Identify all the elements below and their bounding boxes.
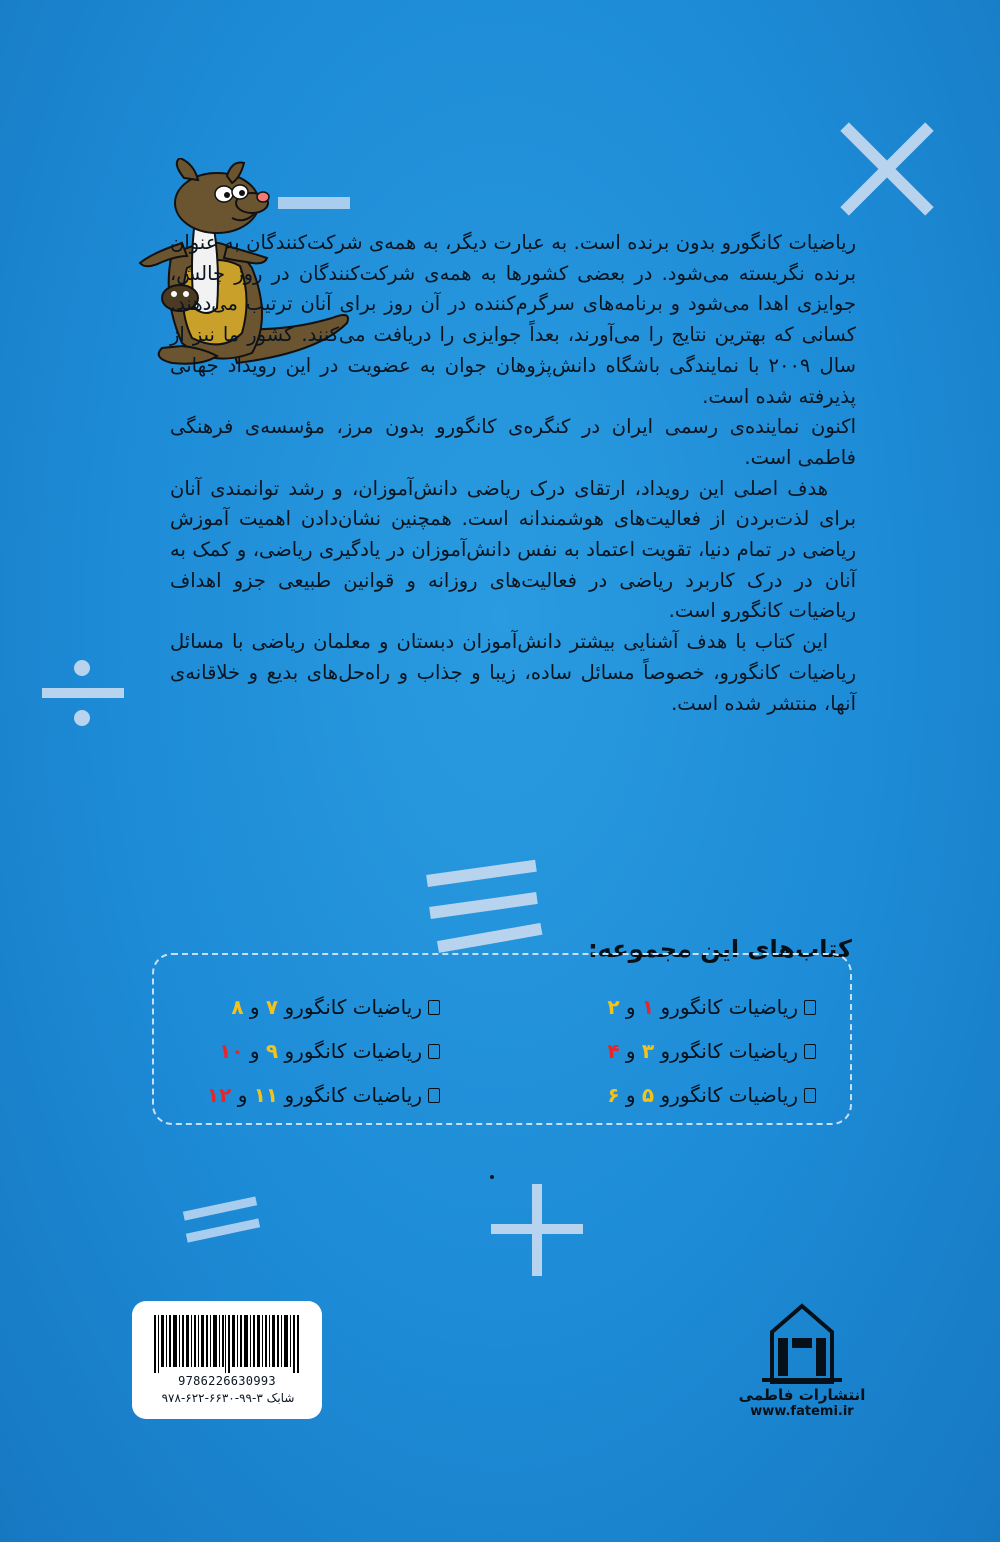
- paragraph-2: اکنون نماینده‌ی رسمی ایران در کنگره‌ی کانگورو بدون مرز، مؤسسه‌ی فرهنگی فاطمی است.: [170, 415, 856, 469]
- publisher-url[interactable]: www.fatemi.ir: [750, 1404, 854, 1419]
- series-label: ریاضیات کانگورو: [284, 1083, 422, 1107]
- series-label: ریاضیات کانگورو: [284, 995, 422, 1019]
- barcode-icon: [154, 1315, 300, 1373]
- publisher-name: انتشارات فاطمی: [738, 1386, 866, 1404]
- checkbox-icon: [804, 1000, 816, 1015]
- dot-mark: [490, 1175, 494, 1179]
- barcode-box: [132, 1301, 322, 1419]
- series-label: ریاضیات کانگورو: [660, 1083, 798, 1107]
- description-text: [170, 228, 856, 719]
- equals-icon-bottom: [186, 1218, 260, 1242]
- series-item-4: [231, 995, 440, 1019]
- checkbox-icon: [428, 1044, 440, 1059]
- checkbox-icon: [804, 1044, 816, 1059]
- series-num-b: ۱۲: [206, 1083, 232, 1107]
- series-num-b: ۲: [607, 995, 620, 1019]
- series-num-a: ۱: [641, 995, 655, 1019]
- series-label: ریاضیات کانگورو: [284, 1039, 422, 1063]
- equals-icon-top: [183, 1196, 257, 1220]
- paragraph-4: این کتاب با هدف آشنایی بیشتر دانش‌آموزان دبستان و معلمان ریاضی با مسائل ریاضیات کانگورو، خصوصاً مسائل ساده، زیبا و جذاب و راه‌حل‌های بدیع و خلاقانه‌ی آنها، منتشر شده است.: [170, 630, 856, 715]
- checkbox-icon: [428, 1088, 440, 1103]
- series-and: و: [237, 1083, 248, 1107]
- series-label: ریاضیات کانگورو: [660, 1039, 798, 1063]
- divide-icon-dot-bottom: [74, 710, 90, 726]
- greater-equal-icon-bottom: [437, 923, 542, 953]
- series-item-2: [607, 1039, 816, 1063]
- series-title: کتاب‌های این مجموعه:: [588, 935, 852, 963]
- series-num-a: ۷: [265, 995, 279, 1019]
- series-and: و: [625, 1039, 636, 1063]
- series-num-a: ۵: [641, 1083, 655, 1107]
- series-and: و: [249, 995, 260, 1019]
- checkbox-icon: [428, 1000, 440, 1015]
- greater-equal-icon-top: [426, 860, 537, 887]
- divide-icon-bar: [42, 688, 124, 698]
- greater-equal-icon-mid: [429, 892, 538, 919]
- barcode-number: 9786226630993: [178, 1374, 276, 1388]
- series-num-b: ۸: [231, 995, 244, 1019]
- plus-icon-v: [532, 1184, 542, 1276]
- series-label: ریاضیات کانگورو: [660, 995, 798, 1019]
- series-num-b: ۶: [607, 1083, 620, 1107]
- paragraph-1: ریاضیات کانگورو بدون برنده است. به عبارت دیگر، به همه‌ی شرکت‌کنندگان به عنوان برنده نگریسته می‌شود. در بعضی کشورها به همه‌ی شرکت‌کنندگان در روز چالش، جوایزی اهدا می‌شود و برنامه‌های سرگرم‌کننده در آن روز برای آنان ترتیب می‌دهند. کسانی که بهترین نتایج را می‌آورند، بعداً جوایزی را دریافت می‌کنند. کشور ما نیز از سال ۲۰۰۹ با نمایندگی باشگاه دانش‌پژوهان جوان به عضویت در این رویداد جهانی پذیرفته شده است.: [170, 231, 856, 408]
- series-and: و: [625, 995, 636, 1019]
- checkbox-icon: [804, 1088, 816, 1103]
- series-and: و: [625, 1083, 636, 1107]
- series-item-5: [219, 1039, 440, 1063]
- series-item-3: [607, 1083, 816, 1107]
- series-item-1: [607, 995, 816, 1019]
- series-num-b: ۱۰: [219, 1039, 244, 1063]
- divide-icon-dot-top: [74, 660, 90, 676]
- series-num-a: ۹: [265, 1039, 279, 1063]
- series-and: و: [249, 1039, 260, 1063]
- isbn-text: شابک ۳-۹۹-۶۶۳۰-۶۲۲-۹۷۸: [161, 1391, 295, 1405]
- series-num-a: ۳: [641, 1039, 655, 1063]
- series-num-a: ۱۱: [253, 1083, 279, 1107]
- paragraph-3: هدف اصلی این رویداد، ارتقای درک ریاضی دانش‌آموزان، و رشد توانمندی آنان برای لذت‌بردن از فعالیت‌های هوشمندانه است. همچنین نشان‌دادن اهمیت آموزش ریاضی در تمام دنیا، تقویت اعتماد به نفس دانش‌آموزان در یادگیری ریاضی، و کمک به آنان در درک کاربرد ریاضی در فعالیت‌های روزانه و قوانین طبیعی جزو اهداف ریاضیات کانگورو است.: [170, 476, 856, 623]
- series-item-6: [207, 1083, 440, 1107]
- series-num-b: ۴: [607, 1039, 620, 1063]
